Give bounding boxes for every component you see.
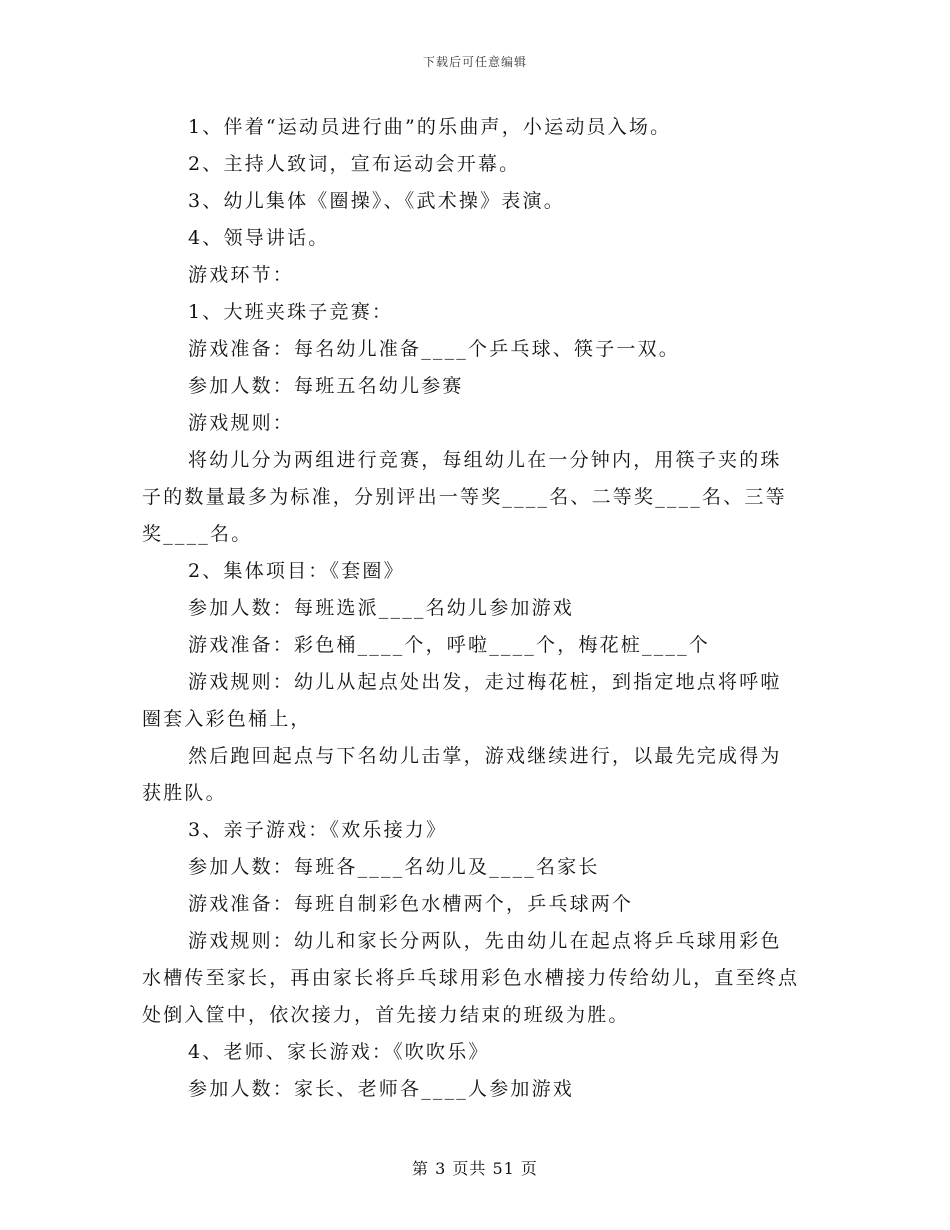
game-3-title: 3、亲子游戏：《欢乐接力》 xyxy=(188,819,448,841)
paragraph-entry-march: 1、伴着“运动员进行曲”的乐曲声，小运动员入场。 xyxy=(188,116,672,138)
game-3-rules: 游戏规则：幼儿和家长分两队，先由幼儿在起点将乒乓球用彩色水槽传至家长，再由家长将乒乓球用彩色水槽接力传给幼儿，直至终点处倒入筐中，依次接力，首先接力结束的班级为胜。 xyxy=(142,930,800,1026)
game-2-rules-part-2: 然后跑回起点与下名幼儿击掌，游戏继续进行，以最先完成得为获胜队。 xyxy=(142,745,782,804)
game-3-preparation: 游戏准备：每班自制彩色水槽两个，乒乓球两个 xyxy=(188,893,634,915)
game-1-participants: 参加人数：每班五名幼儿参赛 xyxy=(188,375,464,397)
game-2-rules-part-1: 游戏规则：幼儿从起点处出发，走过梅花桩，到指定地点将呼啦圈套入彩色桶上， xyxy=(142,671,782,730)
page-number: 第 3 页共 51 页 xyxy=(412,1159,538,1178)
section-heading-games: 游戏环节： xyxy=(188,264,295,286)
game-1-title: 1、大班夹珠子竞赛： xyxy=(188,301,394,323)
game-1-preparation: 游戏准备：每名幼儿准备____个乒乓球、筷子一双。 xyxy=(188,338,681,360)
paragraph-group-performance: 3、幼儿集体《圈操》、《武术操》表演。 xyxy=(188,190,565,212)
game-2-title: 2、集体项目：《套圈》 xyxy=(188,560,405,582)
game-4-participants: 参加人数：家长、老师各____人参加游戏 xyxy=(188,1078,575,1100)
game-2-participants: 参加人数：每班选派____名幼儿参加游戏 xyxy=(188,597,575,619)
game-2-preparation: 游戏准备：彩色桶____个，呼啦____个，梅花桩____个 xyxy=(188,634,711,656)
game-3-participants: 参加人数：每班各____名幼儿及____名家长 xyxy=(188,856,600,878)
page-header: 下载后可任意编辑 xyxy=(422,55,527,69)
game-1-rules-heading: 游戏规则： xyxy=(188,412,295,434)
document-body xyxy=(142,109,802,1108)
paragraph-host-speech: 2、主持人致词，宣布运动会开幕。 xyxy=(188,153,521,175)
game-4-title: 4、老师、家长游戏：《吹吹乐》 xyxy=(188,1041,490,1063)
game-1-rules-text: 将幼儿分为两组进行竞赛，每组幼儿在一分钟内，用筷子夹的珠子的数量最多为标准，分别评出一等奖____名、二等奖____名、三等奖____名。 xyxy=(142,449,787,545)
paragraph-leader-speech: 4、领导讲话。 xyxy=(188,227,330,249)
